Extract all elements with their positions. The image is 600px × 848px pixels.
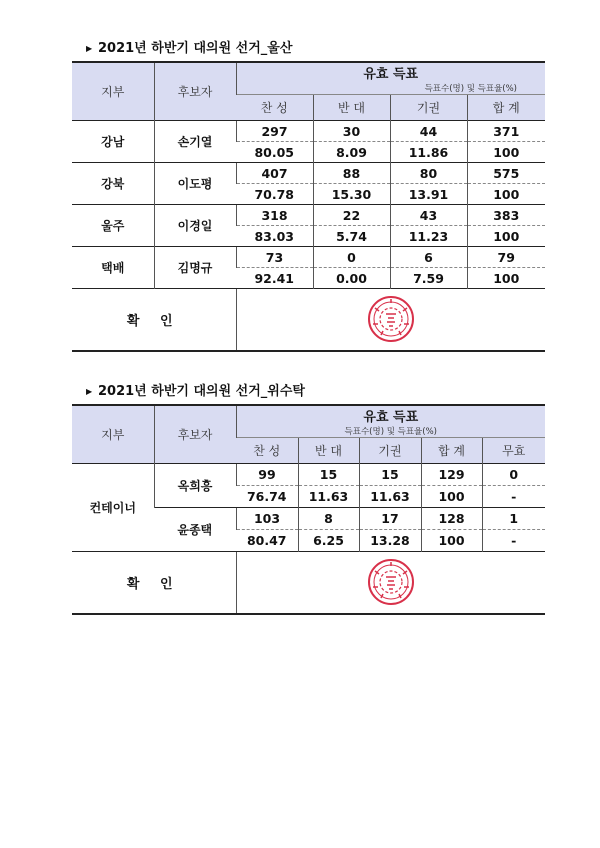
count-total: 575 bbox=[467, 163, 545, 184]
candidate-cell: 이도평 bbox=[154, 163, 236, 205]
rate-oppose: 11.63 bbox=[298, 486, 359, 508]
header-oppose: 반 대 bbox=[313, 95, 390, 121]
valid-votes-label: 유효 득표 bbox=[363, 410, 419, 425]
count-total: 371 bbox=[467, 121, 545, 142]
count-total: 79 bbox=[467, 247, 545, 268]
count-approve: 318 bbox=[236, 205, 313, 226]
rate-approve: 76.74 bbox=[236, 486, 298, 508]
count-approve: 99 bbox=[236, 464, 298, 486]
count-oppose: 88 bbox=[313, 163, 390, 184]
section-ulsan bbox=[72, 40, 545, 352]
table-row bbox=[72, 121, 545, 142]
count-approve: 297 bbox=[236, 121, 313, 142]
count-abstain: 80 bbox=[390, 163, 467, 184]
rate-oppose: 5.74 bbox=[313, 226, 390, 247]
header-branch: 지부 bbox=[72, 62, 154, 121]
count-oppose: 22 bbox=[313, 205, 390, 226]
rate-abstain: 7.59 bbox=[390, 268, 467, 289]
official-seal-icon bbox=[361, 294, 421, 344]
table-row bbox=[72, 205, 545, 226]
rate-total: 100 bbox=[467, 268, 545, 289]
results-table-ulsan bbox=[72, 61, 545, 352]
count-invalid: 1 bbox=[482, 508, 545, 530]
header-candidate: 후보자 bbox=[154, 62, 236, 121]
header-total: 합 계 bbox=[467, 95, 545, 121]
branch-cell: 울주 bbox=[72, 205, 154, 247]
count-total: 129 bbox=[421, 464, 482, 486]
header-abstain: 기권 bbox=[359, 438, 421, 464]
count-abstain: 15 bbox=[359, 464, 421, 486]
section-title bbox=[72, 383, 545, 401]
section-title bbox=[72, 40, 545, 58]
branch-cell: 강남 bbox=[72, 121, 154, 163]
candidate-cell: 윤종택 bbox=[154, 508, 236, 552]
seal-cell bbox=[236, 289, 545, 351]
rate-approve: 83.03 bbox=[236, 226, 313, 247]
branch-cell: 택배 bbox=[72, 247, 154, 289]
confirm-label: 확 인 bbox=[72, 552, 236, 614]
header-abstain: 기권 bbox=[390, 95, 467, 121]
sub-caption: 득표수(명) 및 득표율(%) bbox=[424, 84, 517, 94]
header-branch: 지부 bbox=[72, 405, 154, 464]
count-total: 128 bbox=[421, 508, 482, 530]
sub-caption: 득표수(명) 및 득표율(%) bbox=[344, 427, 437, 437]
confirm-label: 확 인 bbox=[72, 289, 236, 351]
table-row bbox=[72, 163, 545, 184]
count-abstain: 17 bbox=[359, 508, 421, 530]
candidate-cell: 옥희흥 bbox=[154, 464, 236, 508]
confirm-row bbox=[72, 552, 545, 614]
rate-abstain: 11.63 bbox=[359, 486, 421, 508]
header-oppose: 반 대 bbox=[298, 438, 359, 464]
results-table-consignment bbox=[72, 404, 545, 615]
rate-total: 100 bbox=[467, 226, 545, 247]
header-total: 합 계 bbox=[421, 438, 482, 464]
header-candidate: 후보자 bbox=[154, 405, 236, 464]
count-invalid: 0 bbox=[482, 464, 545, 486]
count-oppose: 0 bbox=[313, 247, 390, 268]
count-approve: 73 bbox=[236, 247, 313, 268]
count-oppose: 8 bbox=[298, 508, 359, 530]
count-approve: 103 bbox=[236, 508, 298, 530]
rate-total: 100 bbox=[421, 530, 482, 552]
header-valid-votes bbox=[236, 62, 545, 95]
branch-cell: 컨테이너 bbox=[72, 464, 154, 552]
count-total: 383 bbox=[467, 205, 545, 226]
confirm-row bbox=[72, 289, 545, 351]
header-valid-votes bbox=[236, 405, 545, 438]
rate-total: 100 bbox=[467, 184, 545, 205]
table-row bbox=[72, 247, 545, 268]
rate-approve: 80.05 bbox=[236, 142, 313, 163]
count-abstain: 44 bbox=[390, 121, 467, 142]
rate-approve: 92.41 bbox=[236, 268, 313, 289]
header-invalid: 무효 bbox=[482, 438, 545, 464]
rate-abstain: 11.23 bbox=[390, 226, 467, 247]
header-approve: 찬 성 bbox=[236, 95, 313, 121]
triangle-right-icon: ▶ bbox=[86, 387, 93, 396]
valid-votes-label: 유효 득표 bbox=[363, 67, 419, 82]
branch-cell: 강북 bbox=[72, 163, 154, 205]
candidate-cell: 김명규 bbox=[154, 247, 236, 289]
count-abstain: 6 bbox=[390, 247, 467, 268]
count-approve: 407 bbox=[236, 163, 313, 184]
triangle-right-icon: ▶ bbox=[86, 44, 93, 53]
section-title-text: 2021년 하반기 대의원 선거_위수탁 bbox=[98, 384, 305, 399]
count-oppose: 15 bbox=[298, 464, 359, 486]
candidate-cell: 손기열 bbox=[154, 121, 236, 163]
rate-oppose: 6.25 bbox=[298, 530, 359, 552]
rate-oppose: 8.09 bbox=[313, 142, 390, 163]
rate-approve: 70.78 bbox=[236, 184, 313, 205]
rate-total: 100 bbox=[421, 486, 482, 508]
table-row bbox=[72, 464, 545, 486]
official-seal-icon bbox=[361, 557, 421, 607]
count-oppose: 30 bbox=[313, 121, 390, 142]
rate-abstain: 13.91 bbox=[390, 184, 467, 205]
rate-approve: 80.47 bbox=[236, 530, 298, 552]
rate-abstain: 11.86 bbox=[390, 142, 467, 163]
rate-total: 100 bbox=[467, 142, 545, 163]
rate-invalid: - bbox=[482, 486, 545, 508]
section-title-text: 2021년 하반기 대의원 선거_울산 bbox=[98, 41, 293, 56]
count-abstain: 43 bbox=[390, 205, 467, 226]
seal-cell bbox=[236, 552, 545, 614]
section-consignment bbox=[72, 383, 545, 615]
candidate-cell: 이경일 bbox=[154, 205, 236, 247]
rate-oppose: 0.00 bbox=[313, 268, 390, 289]
header-approve: 찬 성 bbox=[236, 438, 298, 464]
rate-oppose: 15.30 bbox=[313, 184, 390, 205]
rate-invalid: - bbox=[482, 530, 545, 552]
rate-abstain: 13.28 bbox=[359, 530, 421, 552]
